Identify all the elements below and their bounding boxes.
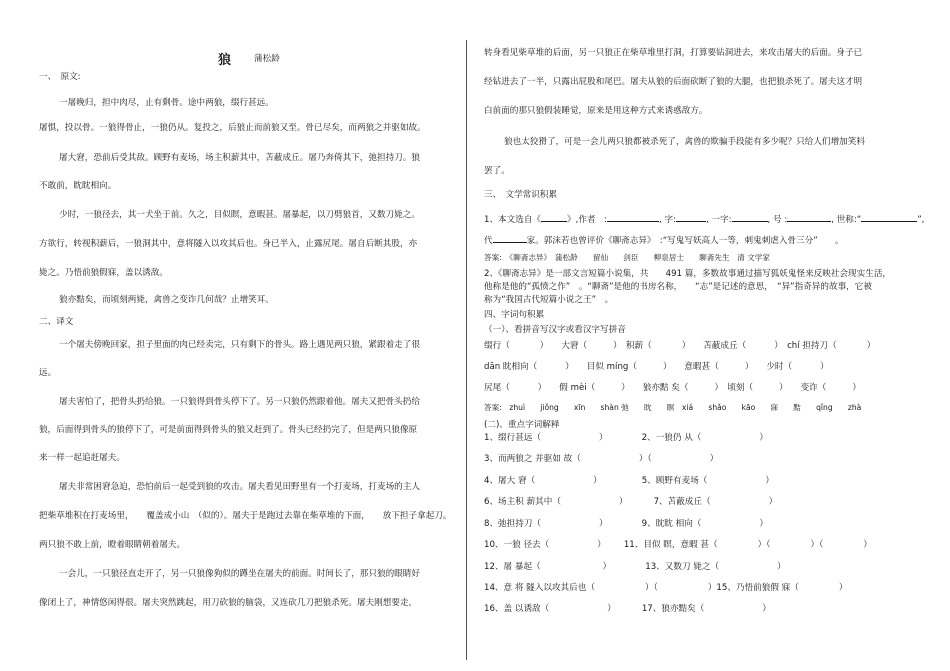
definition-item: 4、屠大 窘（	[484, 476, 536, 486]
question-text: ”,	[917, 215, 925, 225]
answer-blank[interactable]	[607, 212, 659, 222]
paragraph-line: 两只狼不敢上前，瞪着眼睛朝着屠夫。	[39, 540, 186, 550]
definition-item: ）	[709, 454, 719, 464]
definition-row	[484, 496, 777, 508]
pinyin-item: ）	[866, 341, 876, 351]
definition-item: 11、目似 瞑，意暇 甚（	[623, 540, 718, 550]
question-text: 1、本文选自《	[484, 215, 542, 225]
definition-row	[484, 432, 768, 444]
pinyin-item: ） 苫蔽成丘（	[681, 341, 747, 351]
answer-key: 答案: 《聊斋志异》 蒲松龄 留仙 剑臣 柳泉居士 聊斋先生 清 文学家	[484, 253, 770, 262]
question-text: , 世称:“	[831, 215, 862, 225]
section-heading: 一、 原文:	[39, 72, 81, 82]
pinyin-item: ） 积薪（	[613, 341, 652, 351]
definition-item: ）（	[638, 454, 652, 464]
definition-item: ）	[762, 604, 771, 614]
definition-item: ）（	[644, 583, 658, 593]
paragraph-line: 像闭上了，神情悠闲得很。屠夫突然跳起，用刀砍狼的脑袋，又连砍几刀把狼杀死。屠夫刚想要走，	[39, 598, 418, 608]
paragraph-line: 经钻进去了一半，只露出屁股和尾巴。屠夫从狼的后面砍断了狼的大腿，也把狼杀死了。屠夫这才明	[484, 77, 863, 87]
paragraph-line: 狼，后面得到骨头的狼停下了，可是前面得到骨头的狼又赶到了。骨头已经扔完了，但是两只狼像原	[39, 425, 418, 435]
subsection-heading: (二)、重点字词解释	[484, 420, 560, 430]
answer-blank[interactable]	[861, 212, 917, 222]
definition-item: ）	[597, 540, 606, 550]
answer-key: 答案: zhuì jiǒng xīn shàn 弛 眈 瞑 xiá shǎo kāo 寐 黠 qǐng zhà	[484, 403, 862, 412]
section-heading: 四、字词句积累	[484, 310, 545, 320]
definition-item: ）	[759, 519, 769, 529]
pinyin-item: ） 变诈（	[779, 383, 827, 393]
definition-row	[484, 582, 847, 594]
definition-item: ）	[863, 540, 872, 550]
answer-blank[interactable]	[676, 212, 706, 222]
pinyin-item: ） 假 mèi（	[537, 383, 596, 393]
definition-item: 13、又数刀 毙之（	[645, 562, 720, 572]
paragraph-line: 屠大窘，恐前后受其敌。顾野有麦场，场主积薪其中，苫蔽成丘。屠乃奔倚其下，弛担持刀。狼	[59, 153, 420, 163]
question-text: , 一字:	[706, 215, 732, 225]
paragraph-line: 屠惧，投以骨。一狼得骨止，一狼仍从。复投之，后狼止而前狼又至。骨已尽矣，而两狼之并驱如故。	[39, 123, 426, 133]
paragraph-line: 转身看见柴草堆的后面，另一只狼正在柴草堆里打洞，打算要钻洞进去，来攻击屠夫的后面。身子已	[484, 48, 863, 58]
definition-item: ）（	[810, 540, 824, 550]
paragraph-line: 不敢前，眈眈相向。	[39, 181, 117, 191]
paragraph-line: 屠夫非常困窘急迫，恐怕前后一起受到狼的攻击。屠夫看见田野里有一个打麦场，打麦场的主人	[59, 482, 420, 492]
question-text: 代	[484, 236, 493, 246]
definition-item: ）	[838, 583, 848, 593]
pinyin-item: ） 顷刻（	[714, 383, 754, 393]
definition-item: 3、而两狼之 并驱如 故（	[484, 454, 581, 464]
question-text: 》,作者 :	[567, 215, 608, 225]
paragraph-line: 罢了。	[484, 166, 510, 176]
definition-row	[484, 539, 872, 551]
definition-item: ）	[765, 476, 775, 486]
paragraph-line: 来一样一起追赶屠夫。	[39, 453, 125, 463]
paragraph-line: 称为“我国古代短篇小说之王” 。	[484, 295, 614, 305]
definition-item: 5、顾野有麦场（	[641, 476, 708, 486]
paragraph-line: 狼亦黠矣，而顷刻两毙，禽兽之变诈几何哉？止增笑耳。	[59, 295, 274, 305]
pinyin-row	[484, 340, 875, 352]
answer-blank[interactable]	[493, 233, 527, 243]
pinyin-item: ） 狼亦	[621, 383, 660, 393]
paragraph-line: 毙之。乃悟前狼假寐，盖以诱敌。	[39, 268, 168, 278]
document-title: 狼	[218, 53, 232, 68]
paragraph-line: 白前面的那只狼假装睡觉，原来是用这种方式来诱惑敌方。	[484, 106, 708, 116]
pinyin-item: ） 大窘（	[539, 341, 588, 351]
paragraph-line: 少时，一狼径去，其一犬坐于前。久之，目似瞑，意暇甚。屠暴起，以刀劈狼首，又数刀毙之。	[59, 210, 420, 220]
definition-row	[484, 518, 768, 530]
question-line	[484, 233, 844, 247]
pinyin-item: ）	[820, 362, 829, 372]
definition-item: ）	[768, 497, 778, 507]
definition-item: 9、眈眈 相向（	[641, 519, 702, 529]
definition-item: 1、缀行甚远（	[484, 433, 542, 443]
question-text: 家。郭沫若也曾评价《聊斋志异》 :“写鬼写妖高人一等，刺鬼刺虐入骨三分” 。	[526, 236, 844, 246]
definition-item: 8、弛担持刀（	[484, 519, 542, 529]
section-heading: 二、译文	[39, 317, 74, 327]
pinyin-item: ） 意暇	[662, 362, 702, 372]
answer-blank[interactable]	[732, 212, 768, 222]
definition-item: 12、屠 暴起（	[484, 562, 541, 572]
paragraph-line: 屠夫害怕了，把骨头扔给狼。一只狼得到骨头停下了。另一只狼仍然跟着他。屠夫又把骨头扔给	[59, 397, 420, 407]
pinyin-item: 黠 矣（	[659, 383, 689, 393]
definition-row	[484, 453, 718, 465]
definition-item: 16、盖 以诱敌（	[484, 604, 550, 614]
definition-item: ）	[599, 433, 608, 443]
paragraph-line: 狼也太狡猾了，可是一会儿两只狼都被杀死了，禽兽的欺骗手段能有多少呢？只给人们增加笑料	[504, 137, 865, 147]
paragraph-line: 他称是他的“孤愤之作” 。“聊斋”是他的书房名称， “志”是记述的意思， “异”指奇异的故事，它被	[484, 282, 872, 292]
paragraph-line: 2、《聊斋志异》是一部文言短篇小说集，共 491 篇，多数故事通过描写狐妖鬼怪来反映社会现实生活，	[484, 269, 892, 279]
pinyin-row	[484, 361, 829, 373]
definition-item: ）	[759, 433, 769, 443]
section-heading: 三、 文学常识积累	[484, 190, 558, 200]
subsection-heading: （一）、看拼音写汉字或看汉字写拼音	[484, 325, 626, 335]
definition-item: ）（	[757, 540, 771, 550]
definition-item: ）15、乃悟前狼假 寐（	[707, 583, 799, 593]
definition-item: ）	[607, 604, 616, 614]
pinyin-item: ） 目似 míng（	[565, 362, 637, 372]
paragraph-line: 一屠晚归，担中肉尽，止有剩骨。途中两狼，缀行甚远。	[59, 98, 274, 108]
definition-row	[484, 603, 771, 615]
definition-item: 14、意 将 隧入以攻其后也（	[484, 583, 595, 593]
paragraph-line: 一个屠夫傍晚回家，担子里面的肉已经卖完，只有剩下的骨头。路上遇见两只狼，紧跟着走了很	[59, 340, 420, 350]
definition-item: ）	[593, 476, 602, 486]
definition-row	[484, 561, 786, 573]
paragraph-line: 把柴草堆积在打麦场里， 覆盖成小山 （似的）。屠夫于是跑过去靠在柴草堆的下面， 放下担子拿起刀。	[39, 511, 452, 521]
paragraph-line: 一会儿，一只狼径直走开了，另一只狼像狗似的蹲坐在屠夫的前面。时间长了，那只狼的眼睛好	[59, 569, 420, 579]
pinyin-item: ） chí 担持刀（	[774, 341, 837, 351]
pinyin-item: 甚（	[701, 362, 719, 372]
definition-row	[484, 475, 774, 487]
question-line	[484, 212, 924, 226]
definition-item: ）	[777, 562, 786, 572]
pinyin-item: ） 少时（	[744, 362, 793, 372]
definition-item: 17、狼亦黠矣（	[641, 604, 705, 614]
definition-item: 10、一狼 径去（	[484, 540, 550, 550]
pinyin-row	[484, 382, 861, 394]
author-name: 蒲松龄	[254, 54, 280, 64]
definition-item: ）	[599, 519, 608, 529]
pinyin-item: 尻尾（	[484, 383, 510, 393]
definition-item: 7、苫蔽成丘（	[653, 497, 711, 507]
answer-blank[interactable]	[541, 212, 567, 222]
definition-item: 6、场主积 薪其中（	[484, 497, 561, 507]
pinyin-item: dān 眈相向（	[484, 362, 538, 372]
paragraph-line: 方欲行，转视积薪后，一狼洞其中，意将隧入以攻其后也。身已半入，止露尻尾。屠自后断其股，亦	[39, 239, 418, 249]
pinyin-item: ）	[852, 383, 861, 393]
definition-item: ）	[602, 562, 612, 572]
definition-item: ）	[618, 497, 628, 507]
definition-item: 2、一狼仍 从（	[641, 433, 702, 443]
question-text: , 号 :	[767, 215, 788, 225]
column-divider	[466, 40, 467, 660]
pinyin-item: 缀行（	[484, 341, 510, 351]
question-text: , 字:	[659, 215, 676, 225]
paragraph-line: 远。	[39, 368, 57, 378]
answer-blank[interactable]	[787, 212, 831, 222]
